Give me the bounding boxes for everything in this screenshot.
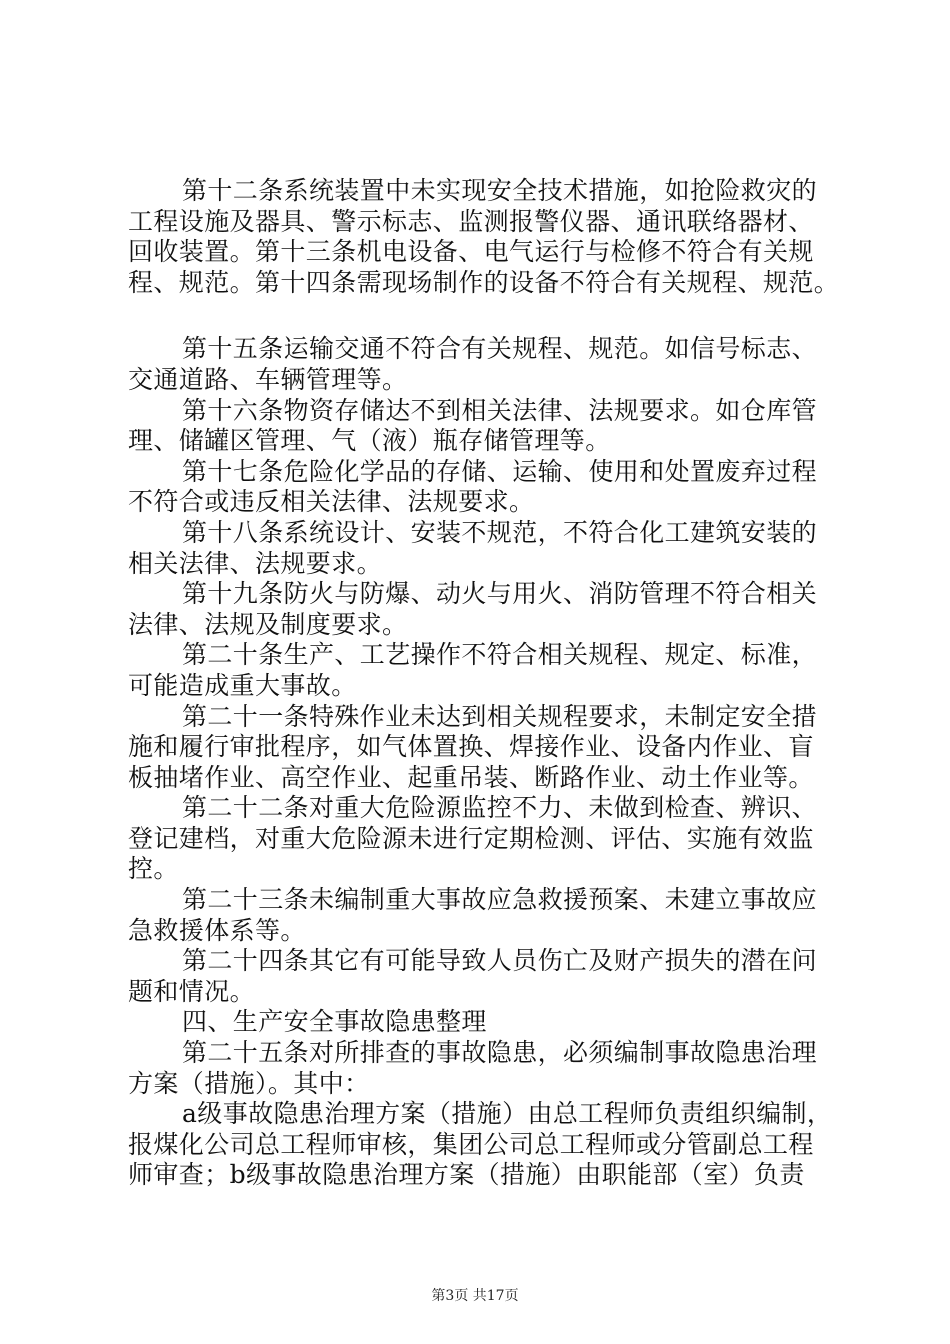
text-line: 理、储罐区管理、气（液）瓶存储管理等。 [128, 426, 611, 456]
text-line: 第十二条系统装置中未实现安全技术措施，如抢险救灾的 [182, 176, 818, 205]
text-line: 第十七条危险化学品的存储、运输、使用和处置废弃过程 [182, 456, 818, 486]
text-line: 师审查；b级事故隐患治理方案（措施）由职能部（室）负责 [128, 1160, 805, 1190]
text-line: 第二十四条其它有可能导致人员伤亡及财产损失的潜在问 [182, 946, 818, 976]
text-line: 控。 [128, 854, 179, 884]
text-line: 第十九条防火与防爆、动火与用火、消防管理不符合相关 [182, 579, 818, 609]
text-line: 第十八条系统设计、安装不规范，不符合化工建筑安装的 [182, 517, 818, 547]
text-line: 第二十五条对所排查的事故隐患，必须编制事故隐患治理 [182, 1038, 818, 1068]
section-heading: 四、生产安全事故隐患整理 [182, 1007, 487, 1037]
text-line: 登记建档，对重大危险源未进行定期检测、评估、实施有效监 [128, 823, 814, 853]
text-line: 可能造成重大事故。 [128, 670, 357, 700]
text-line: 第二十三条未编制重大事故应急救援预案、未建立事故应 [182, 885, 818, 915]
text-line: 交通道路、车辆管理等。 [128, 364, 408, 394]
text-line: 报煤化公司总工程师审核，集团公司总工程师或分管副总工程 [128, 1129, 814, 1159]
text-line: 方案（措施）。其中： [128, 1068, 370, 1098]
text-line: 题和情况。 [128, 976, 256, 1006]
text-line: 第十五条运输交通不符合有关规程、规范。如信号标志、 [182, 334, 818, 364]
text-line: 第二十二条对重大危险源监控不力、未做到检查、辨识、 [182, 793, 818, 823]
text-line: 第二十一条特殊作业未达到相关规程要求，未制定安全措 [182, 701, 818, 731]
page-number-footer: 第3页 共17页 [431, 1288, 519, 1304]
document-body [128, 176, 848, 1191]
text-line: 程、规范。第十四条需现场制作的设备不符合有关规程、规范。 [128, 267, 840, 297]
text-line: 工程设施及器具、警示标志、监测报警仪器、通讯联络器材、 [128, 206, 814, 236]
text-line: 施和履行审批程序，如气体置换、焊接作业、设备内作业、盲 [128, 732, 814, 762]
text-line: 不符合或违反相关法律、法规要求。 [128, 487, 535, 517]
text-line: 第十六条物资存储达不到相关法律、法规要求。如仓库管 [182, 395, 818, 425]
text-line: 急救援体系等。 [128, 915, 306, 945]
text-line: 回收装置。第十三条机电设备、电气运行与检修不符合有关规 [128, 237, 814, 267]
text-line: 第二十条生产、工艺操作不符合相关规程、规定、标准， [182, 640, 818, 670]
text-line: a级事故隐患治理方案（措施）由总工程师负责组织编制， [182, 1099, 833, 1129]
text-line: 相关法律、法规要求。 [128, 548, 383, 578]
text-line: 板抽堵作业、高空作业、起重吊装、断路作业、动土作业等。 [128, 762, 814, 792]
text-line: 法律、法规及制度要求。 [128, 609, 408, 639]
